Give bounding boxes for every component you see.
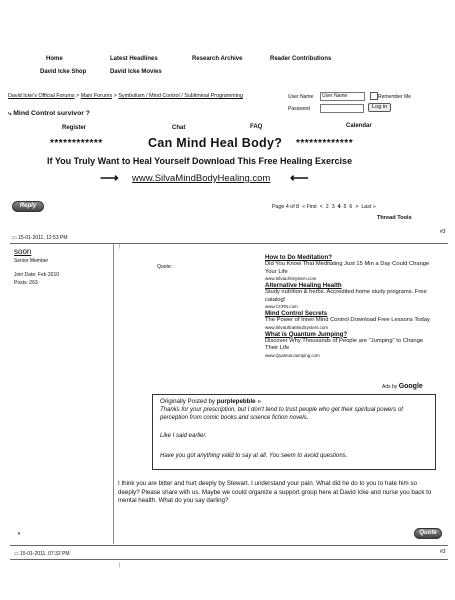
banner-url-link[interactable]: www.SilvaMindBodyHealing.com (132, 173, 271, 184)
breadcrumb-forums[interactable]: David Icke's Official Forums (8, 93, 75, 99)
page-3-link[interactable]: 3 (331, 204, 335, 210)
banner-stars-left: ************ (50, 138, 103, 149)
menu-chat[interactable]: Chat (172, 125, 186, 131)
menu-calendar[interactable]: Calendar (346, 123, 372, 129)
page-label: Page 4 of 8 (272, 204, 300, 210)
ad-title[interactable]: How to Do Meditation? (265, 254, 333, 261)
thread-title: ⤷ Mind Control survivor ? (8, 110, 90, 117)
post-count: Posts: 263 (14, 280, 38, 286)
post-header-divider (10, 243, 448, 244)
post-icon: ▭ (12, 235, 17, 241)
page-next-link[interactable]: > (355, 204, 359, 210)
ad-text: Study nutrition & herbs. Accredited home study programs. Free catalog! (265, 289, 427, 303)
ad-title[interactable]: Alternative Healing Health (265, 282, 342, 289)
password-label: Password (288, 106, 310, 112)
login-button[interactable]: Log in (368, 103, 391, 112)
quote-label: Quote: (157, 264, 173, 270)
remember-me-checkbox[interactable] (370, 92, 378, 100)
post-reply-button[interactable]: Reply (12, 201, 44, 212)
arrow-right-icon: ⟶ (100, 170, 119, 185)
quote-author[interactable]: purplepebble (216, 398, 256, 405)
join-date: Join Date: Feb 2010 (14, 272, 60, 278)
cursor-mark-icon: ᛁ (118, 563, 122, 569)
ad-url[interactable]: www.SilvaLifeSystem.com (265, 276, 317, 281)
remember-me-label: Remember Me (378, 94, 412, 100)
ad-text: Discover Why Thousands of People are "Jumping" to Change Their Life (265, 337, 424, 351)
post-header-divider (10, 559, 448, 560)
user-offline-icon: ◖ (17, 531, 21, 537)
nav-home[interactable]: Home (46, 56, 63, 62)
post-username[interactable]: soon (14, 247, 32, 256)
ad-text: Did You Know That Meditating Just 15 Min a Day Could Change Your Life (265, 261, 430, 275)
banner-stars-right: ************* (296, 138, 354, 149)
password-input[interactable] (320, 104, 364, 113)
ad-title[interactable]: Mind Control Secrets (265, 310, 328, 317)
post-message: I think you are bitter and hurt deeply by Stewart. I understand your pain. What did he do to you to hate him so deeply? Please share with us. Maybe we could organize a support group here at David Icke and nurse you back to mental health. What do you say darling? (118, 480, 432, 505)
ad-text: The Power of Inner Mind Control Download Free Lessons Today (265, 317, 430, 323)
post-date: ▭ 15-01-2011, 12:53 PM (12, 235, 68, 241)
ad-url[interactable]: www.CCRN.com (265, 304, 298, 309)
breadcrumb-separator: > (76, 93, 80, 99)
page-first-link[interactable]: « First (302, 204, 317, 210)
quote-attribution: Originally Posted by purplepebble ⊳ (160, 398, 262, 405)
breadcrumb (8, 93, 278, 99)
post-divider (10, 545, 448, 546)
ad-block (265, 254, 435, 358)
nav-david-icke-movies[interactable]: David Icke Movies (110, 69, 162, 75)
page-last-link[interactable]: Last » (361, 204, 376, 210)
page-6-link[interactable]: 6 (349, 204, 353, 210)
nav-research-archive[interactable]: Research Archive (192, 56, 243, 62)
menu-register[interactable]: Register (62, 125, 87, 131)
quote-text: Thanks for your prescription, but I don't tend to trust people who get their spiritual powers of perception from comic books and science fiction novels. (160, 407, 403, 421)
user-title: Senior Member (14, 258, 49, 264)
pagination (272, 204, 376, 210)
post-column-divider (113, 244, 114, 544)
banner-title[interactable]: Can Mind Heal Body? (148, 136, 283, 150)
ad-title[interactable]: What is Quantum Jumping? (265, 330, 348, 338)
page-2-link[interactable]: 2 (325, 204, 329, 210)
page-4-current: 4 (337, 204, 341, 210)
menu-faq[interactable]: FAQ (250, 124, 263, 130)
breadcrumb-separator: > (113, 93, 117, 99)
ad-url[interactable]: www.SilvaUltraMindSystem.com (265, 324, 328, 330)
view-post-icon[interactable]: ⊳ (257, 399, 262, 405)
arrow-left-icon: ⟵ (290, 170, 309, 185)
quote-button[interactable]: Quote (414, 528, 442, 539)
page-prev-link[interactable]: < (319, 204, 323, 210)
thread-tools-menu[interactable]: Thread Tools (377, 215, 412, 221)
page-5-link[interactable]: 5 (343, 204, 347, 210)
nav-latest-headlines[interactable]: Latest Headlines (110, 56, 158, 62)
post-number[interactable]: #3 (440, 549, 446, 555)
quote-text: Have you got anything valid to say at all. You seem to avoid questions. (160, 453, 348, 459)
ad-url[interactable]: www.QuantumJumping.com (265, 352, 320, 358)
nav-david-icke-shop[interactable]: David Icke Shop (40, 69, 87, 75)
ads-by-google[interactable]: Ads by Google (382, 383, 423, 390)
cursor-mark-icon: ᛁ (118, 244, 122, 250)
username-label: User Name (288, 94, 314, 100)
banner-subtitle[interactable]: If You Truly Want to Heal Yourself Download This Free Healing Exercise (47, 156, 353, 166)
quote-text: Like I said earlier. (160, 433, 207, 439)
breadcrumb-subforum[interactable]: Symbolism / Mind Control / Subliminal Programming (118, 93, 243, 99)
thread-icon: ⤷ (8, 111, 12, 117)
post-number[interactable]: #3 (440, 229, 446, 235)
nav-reader-contributions[interactable]: Reader Contributions (270, 56, 332, 62)
breadcrumb-main-forums[interactable]: Main Forums (80, 93, 113, 99)
post-icon: ▭ (14, 551, 19, 557)
post-date: ▭ 15-01-2011, 07:32 PM (14, 551, 70, 557)
username-input[interactable]: User Name (320, 92, 365, 101)
